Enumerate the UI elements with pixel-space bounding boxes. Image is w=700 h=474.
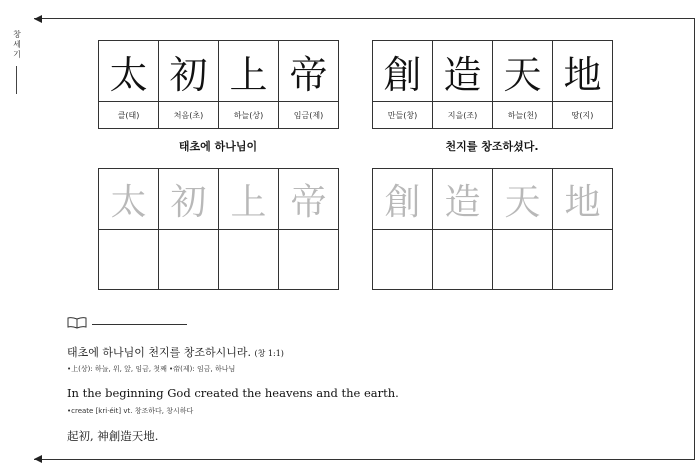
- char-cell: [279, 41, 339, 129]
- writing-box[interactable]: [159, 230, 219, 290]
- frame-arrow-top: [34, 15, 42, 23]
- hanja-char: 創: [383, 52, 422, 97]
- writing-box[interactable]: [99, 230, 159, 290]
- section-rule: [92, 324, 187, 325]
- hanja-char: 造: [443, 52, 482, 97]
- char-cell: [219, 41, 279, 129]
- side-divider: [16, 66, 17, 94]
- char-cell: [159, 41, 219, 129]
- trace-char: 創: [384, 181, 421, 223]
- side-book-label: 창세기: [13, 30, 21, 59]
- trace-cell: [553, 169, 613, 230]
- trace-cell: [99, 169, 159, 230]
- writing-box[interactable]: [493, 230, 553, 290]
- trace-char: 地: [564, 181, 601, 223]
- trace-cell: [373, 169, 433, 230]
- korean-vocab-note: •上(상): 하늘, 위, 앞, 임금, 첫째 •帝(제): 임금, 하나님: [67, 365, 236, 373]
- char-cell: [433, 41, 493, 129]
- korean-verse-text: 태초에 하나님이 천지를 창조하시니라.: [67, 346, 252, 359]
- left-character-grid: [98, 40, 339, 129]
- trace-char: 帝: [290, 181, 327, 223]
- writing-box[interactable]: [219, 230, 279, 290]
- writing-box[interactable]: [373, 230, 433, 290]
- english-verse: In the beginning God created the heavens and the earth.: [67, 386, 399, 400]
- trace-cell: [433, 169, 493, 230]
- hanja-reading: 하늘(천): [493, 101, 552, 128]
- right-character-grid: [372, 40, 613, 129]
- hanja-char: 帝: [289, 52, 328, 97]
- hanja-reading: 만들(창): [373, 101, 432, 128]
- trace-cell: [159, 169, 219, 230]
- open-book-icon: [67, 316, 87, 329]
- frame-arrow-bottom: [34, 455, 42, 463]
- chinese-verse: 起初, 神創造天地.: [67, 429, 159, 443]
- hanja-reading: 하늘(상): [219, 101, 278, 128]
- trace-char: 天: [504, 181, 541, 223]
- hanja-char: 地: [563, 52, 602, 97]
- char-cell: [493, 41, 553, 129]
- left-practice-grid: [98, 168, 339, 230]
- hanja-char: 初: [169, 52, 208, 97]
- trace-char: 造: [444, 181, 481, 223]
- hanja-char: 天: [503, 52, 542, 97]
- trace-char: 上: [230, 181, 267, 223]
- char-cell: [99, 41, 159, 129]
- writing-box[interactable]: [433, 230, 493, 290]
- writing-box[interactable]: [553, 230, 613, 290]
- right-writing-grid: [372, 229, 613, 290]
- korean-verse: [67, 344, 284, 360]
- trace-cell: [279, 169, 339, 230]
- hanja-reading: 임금(제): [279, 101, 338, 128]
- char-cell: [553, 41, 613, 129]
- left-writing-grid: [98, 229, 339, 290]
- trace-cell: [219, 169, 279, 230]
- char-cell: [373, 41, 433, 129]
- english-vocab-note: •create [kri·éit] vt. 창조하다, 창시하다: [67, 407, 194, 415]
- hanja-char: 上: [229, 52, 268, 97]
- writing-box[interactable]: [279, 230, 339, 290]
- trace-cell: [493, 169, 553, 230]
- right-practice-grid: [372, 168, 613, 230]
- hanja-reading: 처음(초): [159, 101, 218, 128]
- right-caption: 천지를 창조하셨다.: [445, 140, 539, 153]
- verse-reference: (창 1:1): [254, 349, 284, 358]
- hanja-reading: 지을(조): [433, 101, 492, 128]
- hanja-char: 太: [109, 52, 148, 97]
- trace-char: 太: [110, 181, 147, 223]
- hanja-reading: 땅(지): [553, 101, 612, 128]
- trace-char: 初: [170, 181, 207, 223]
- left-caption: 태초에 하나님이: [178, 140, 258, 153]
- hanja-reading: 클(태): [99, 101, 158, 128]
